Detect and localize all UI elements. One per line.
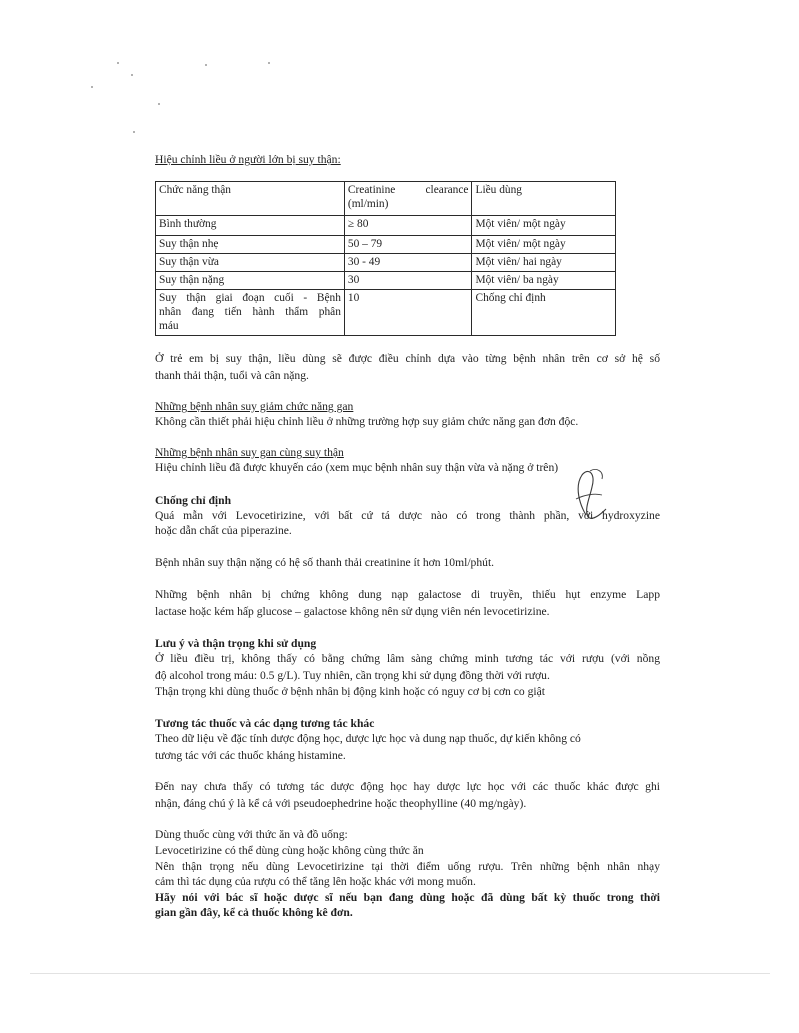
- header-text: (ml/min): [347, 198, 389, 210]
- paragraph-line: Ở liều điều trị, không thấy có bằng chứng lâm sàng chứng minh tương tác với rượu (với nồng: [155, 652, 660, 665]
- scan-speck: [133, 131, 135, 133]
- table-cell: Suy thận vừa: [156, 254, 345, 272]
- header-cell: Chức năng thận: [156, 182, 345, 216]
- table-cell: ≥ 80: [344, 216, 472, 236]
- liver-text: Không cần thiết phải hiệu chỉnh liều ở những trường hợp suy giảm chức năng gan đơn độc.: [155, 415, 579, 428]
- contraindications-heading: Chống chỉ định: [155, 494, 232, 507]
- caution-section: [155, 636, 660, 699]
- table-cell: Một viên/ một ngày: [472, 216, 616, 236]
- interactions-section: [155, 716, 660, 920]
- table-cell: [156, 290, 345, 336]
- document-page: [155, 152, 660, 920]
- renal-dose-table: [155, 181, 616, 336]
- scan-speck: [158, 103, 160, 105]
- page-bottom-edge: [30, 973, 770, 974]
- table-cell: Suy thận nhẹ: [156, 236, 345, 254]
- table-header-row: [156, 182, 616, 216]
- liver-heading: Những bệnh nhân suy giảm chức năng gan: [155, 400, 354, 413]
- header-text: clearance: [425, 184, 469, 196]
- table-cell: Một viên/ ba ngày: [472, 272, 616, 290]
- paragraph-line: độ alcohol trong máu: 0.5 g/L). Tuy nhiên, cần trọng khi sử dụng đồng thời với rượu.: [155, 669, 550, 682]
- paragraph-line: nhận, đáng chú ý là kể cả với pseudoephedrine hoặc theophylline (40 mg/ngày).: [155, 797, 527, 810]
- paragraph-line: Thận trọng khi dùng thuốc ở bệnh nhân bị động kinh hoặc có nguy cơ bị cơn co giật: [155, 685, 545, 698]
- interactions-heading: Tương tác thuốc và các dạng tương tác khác: [155, 717, 375, 730]
- paragraph-line: Quá mẫn với Levocetirizine, với bất cứ tá dược nào có trong thành phần, với hydroxyzine: [155, 509, 660, 522]
- paragraph-line: Những bệnh nhân bị chứng không dung nạp galactose di truyền, thiếu hụt enzyme Lapp: [155, 588, 660, 601]
- header-cell: [344, 182, 472, 216]
- paragraph-line: lactase hoặc kém hấp glucose – galactose không nên sử dụng viên nén levocetirizine.: [155, 605, 550, 618]
- paragraph-line: Đến nay chưa thấy có tương tác dược động học hay dược lực học với các thuốc khác được ghi: [155, 780, 660, 793]
- paragraph-line: Ở trẻ em bị suy thận, liều dùng sẽ được điều chỉnh dựa vào từng bệnh nhân trên cơ sở hệ số: [155, 352, 660, 365]
- renal-dose-heading: Hiệu chỉnh liều ở người lớn bị suy thận:: [155, 153, 341, 166]
- table-cell: Một viên/ một ngày: [472, 236, 616, 254]
- table-cell-line: Suy thận giai đoạn cuối - Bệnh: [159, 292, 341, 304]
- paragraph-line: Nên thận trọng nếu dùng Levocetirizine tại thời điểm uống rượu. Trên những bệnh nhân nhạy: [155, 860, 660, 873]
- table-row: [156, 272, 616, 290]
- table-cell: 30 - 49: [344, 254, 472, 272]
- paragraph-line: Hãy nói với bác sĩ hoặc dược sĩ nếu bạn đang dùng hoặc đã dùng bất kỳ thuốc trong thời: [155, 891, 660, 904]
- paragraph-line: Dùng thuốc cùng với thức ăn và đồ uống:: [155, 828, 348, 841]
- caution-heading: Lưu ý và thận trọng khi sử dụng: [155, 637, 317, 650]
- table-row: [156, 290, 616, 336]
- paragraph-line: cảm thì tác dụng của rượu có thể tăng lên hoặc khác với mong muốn.: [155, 875, 476, 888]
- liver-kidney-text: Hiệu chỉnh liều đã được khuyến cáo (xem mục bệnh nhân suy thận vừa và nặng ở trên): [155, 461, 559, 474]
- liver-section: [155, 399, 660, 429]
- table-cell: Một viên/ hai ngày: [472, 254, 616, 272]
- table-cell-line: nhân đang tiến hành thẩm phân: [159, 306, 341, 318]
- paragraph-line: Bệnh nhân suy thận nặng có hệ số thanh thải creatinine ít hơn 10ml/phút.: [155, 556, 495, 569]
- table-row: [156, 236, 616, 254]
- paragraph-line: gian gần đây, kể cả thuốc không kê đơn.: [155, 906, 353, 919]
- handwritten-signature: [566, 465, 612, 523]
- table-cell: Chống chỉ định: [472, 290, 616, 336]
- header-cell: Liều dùng: [472, 182, 616, 216]
- paragraph-line: hoặc dẫn chất của piperazine.: [155, 524, 292, 537]
- table-cell: 30: [344, 272, 472, 290]
- liver-kidney-heading: Những bệnh nhân suy gan cùng suy thận: [155, 446, 344, 459]
- table-row: [156, 254, 616, 272]
- scan-speck: [91, 86, 93, 88]
- table-cell: 50 – 79: [344, 236, 472, 254]
- table-cell: Suy thận nặng: [156, 272, 345, 290]
- table-row: [156, 216, 616, 236]
- paragraph-line: tương tác với các thuốc kháng histamine.: [155, 749, 346, 762]
- paragraph-line: thanh thải thận, tuổi và cân nặng.: [155, 369, 309, 382]
- paragraph-line: Theo dữ liệu về đặc tính dược động học, dược lực học và dung nạp thuốc, dự kiến không có: [155, 732, 581, 745]
- table-cell: Bình thường: [156, 216, 345, 236]
- header-text: Creatinine: [347, 184, 396, 196]
- paragraph-line: Levocetirizine có thể dùng cùng hoặc không cùng thức ăn: [155, 844, 424, 857]
- scan-speck: [131, 74, 133, 76]
- scan-speck: [268, 62, 270, 64]
- table-cell: 10: [344, 290, 472, 336]
- children-paragraph: [155, 351, 660, 383]
- scan-speck: [117, 62, 119, 64]
- table-cell-line: máu: [159, 320, 179, 332]
- scan-speck: [205, 64, 207, 66]
